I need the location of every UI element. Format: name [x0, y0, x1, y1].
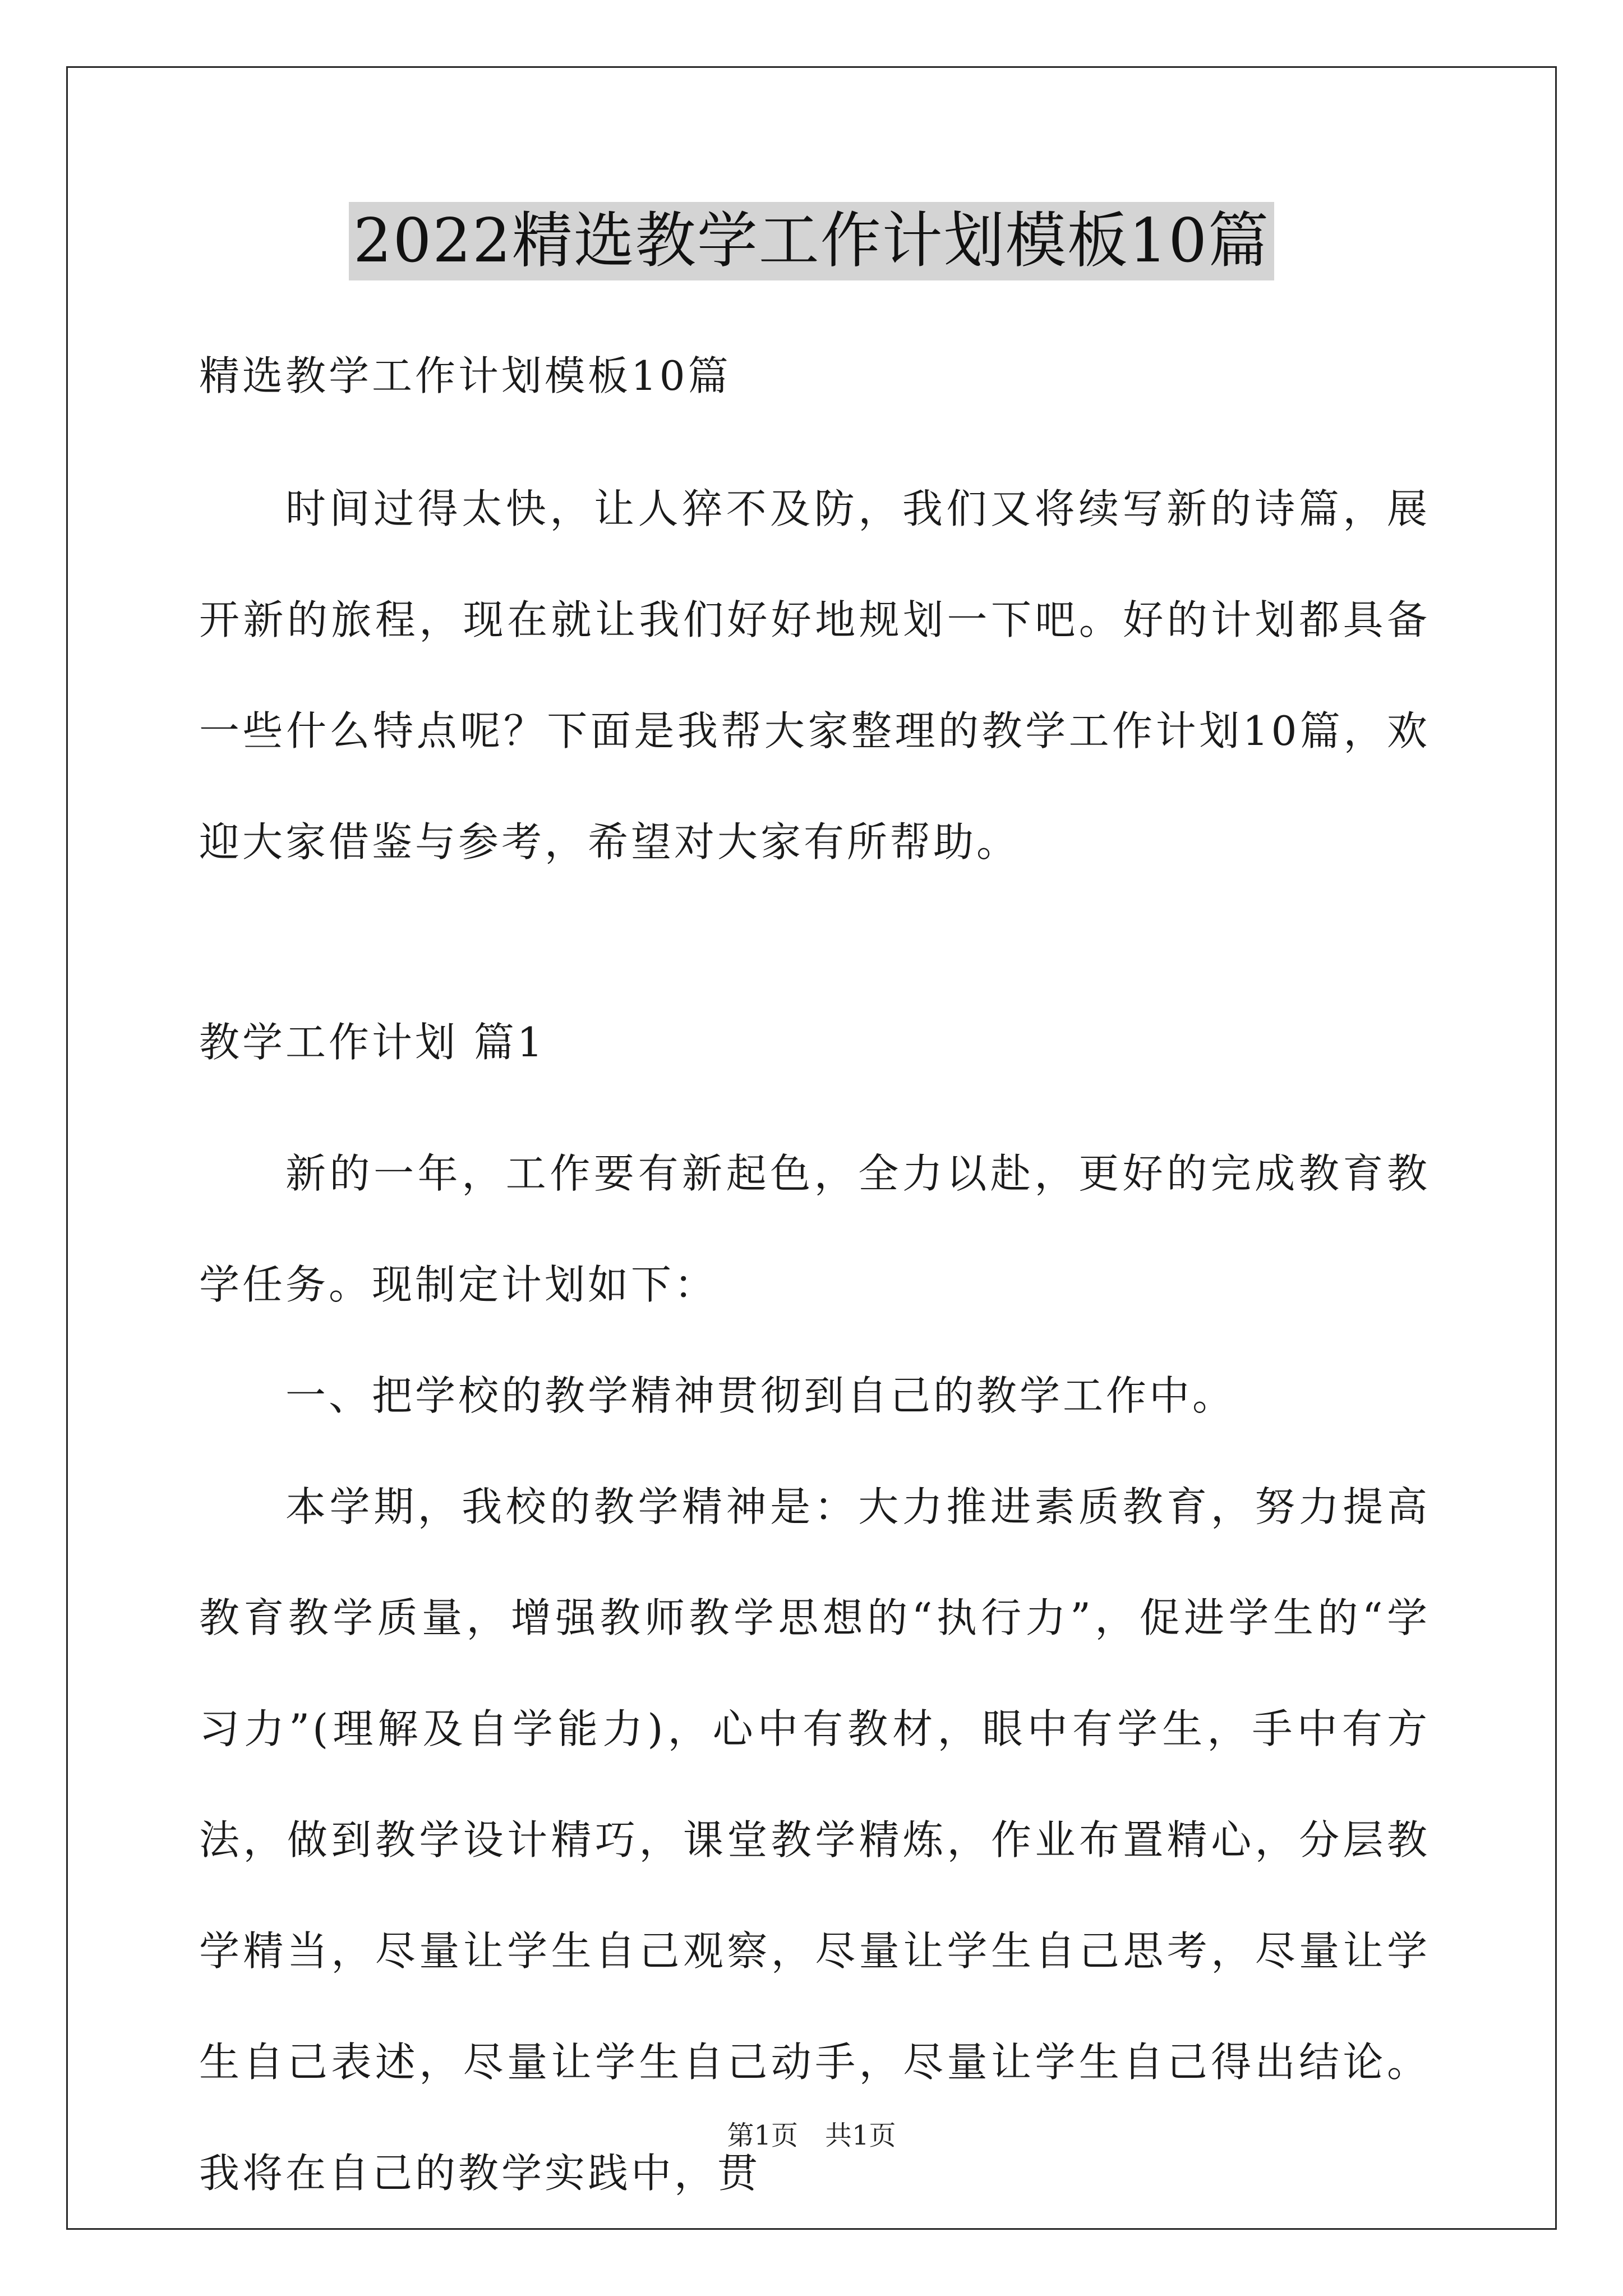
document-title: 2022精选教学工作计划模板10篇	[349, 202, 1274, 280]
page-footer: 第1页 共1页	[727, 2120, 896, 2151]
title-container	[0, 202, 1623, 280]
paragraph: 一、把学校的教学精神贯彻到自己的教学工作中。	[285, 1372, 1236, 1419]
document-subtitle: 精选教学工作计划模板10篇	[199, 352, 731, 399]
section-heading: 教学工作计划 篇1	[199, 1019, 546, 1066]
intro-paragraph: 时间过得太快，让人猝不及防，我们又将续写新的诗篇，展开新的旅程，现在就让我们好好地规划一下吧。好的计划都具备一些什么特点呢？下面是我帮大家整理的教学工作计划10篇，欢迎大家借鉴与参考，希望对大家有所帮助。	[199, 485, 1430, 866]
paragraph: 本学期，我校的教学精神是：大力推进素质教育，努力提高教育教学质量，增强教师教学思想的“执行力”，促进学生的“学习力”(理解及自学能力)，心中有教材，眼中有学生，手中有方法，做到教学设计精巧，课堂教学精炼，作业布置精心，分层教学精当，尽量让学生自己观察，尽量让学生自己思考，尽量让学生自己表述，尽量让学生自己动手，尽量让学生自己得出结论。我将在自己的教学实践中，贯	[199, 1483, 1430, 2197]
section-body	[199, 1118, 1430, 2229]
paragraph: 新的一年，工作要有新起色，全力以赴，更好的完成教育教学任务。现制定计划如下：	[199, 1150, 1430, 1308]
